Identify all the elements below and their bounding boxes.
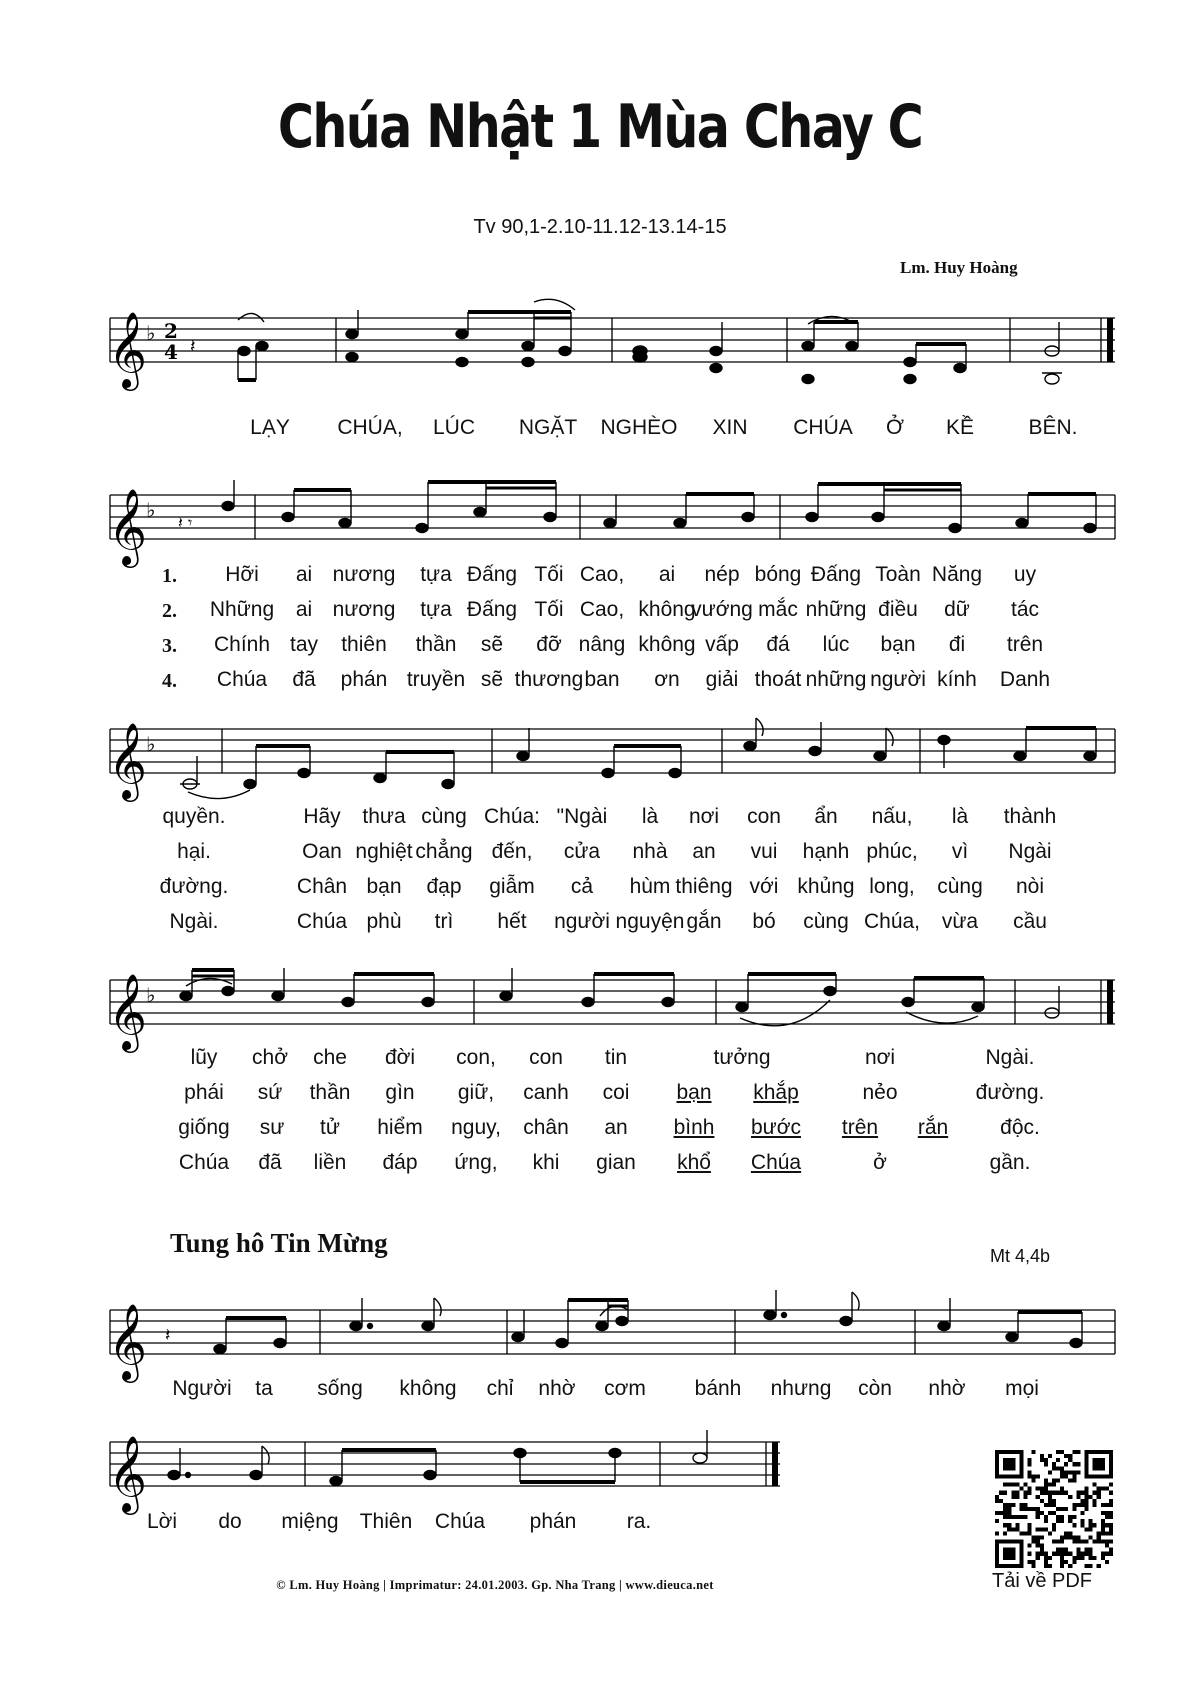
lyric: đã (292, 668, 316, 691)
lyric: khổ (677, 1151, 711, 1174)
lyric: nép (704, 563, 740, 586)
staff-acclamation-1 (0, 1290, 1200, 1380)
lyric: tử (320, 1116, 340, 1139)
verse-number: 2. (162, 600, 177, 622)
time-signature-bottom: 4 (164, 340, 178, 364)
lyric: ở (873, 1151, 887, 1174)
lyric: ban (584, 668, 620, 691)
lyric: chẳng (415, 840, 473, 863)
lyric: Chúa (216, 668, 268, 691)
lyric: Chúa: (483, 805, 541, 828)
lyric: lũy (190, 1046, 218, 1069)
lyric: nơi (688, 805, 720, 828)
footer-copyright: © Lm. Huy Hoàng | Imprimatur: 24.01.2003. Gp. Nha Trang | www.dieuca.net (276, 1578, 714, 1592)
svg-text:♭: ♭ (146, 732, 156, 756)
svg-text:𝄞: 𝄞 (108, 722, 148, 799)
lyric: thần (415, 633, 457, 656)
lyric: vừa (941, 910, 979, 933)
lyric: khi (532, 1151, 560, 1174)
lyric: nhờ (538, 1377, 576, 1400)
lyric: khủng (797, 875, 855, 898)
lyric: Đấng (810, 563, 862, 586)
lyric: sẽ (480, 633, 504, 656)
lyric: nương (332, 563, 396, 586)
lyric: Chúa, (863, 910, 921, 933)
lyric: nẻo (862, 1081, 898, 1104)
lyric: Danh (999, 668, 1051, 691)
lyric: Ngài. (169, 910, 219, 933)
lyric: liền (313, 1151, 347, 1174)
lyric: ai (295, 598, 313, 621)
lyric: đường. (975, 1081, 1045, 1104)
lyric: đạp (426, 875, 462, 898)
lyric: thành (1003, 805, 1057, 828)
lyric: Đấng (466, 598, 518, 621)
lyric: thoát (754, 668, 802, 691)
lyric: mọi (1005, 1377, 1039, 1400)
lyric: an (604, 1116, 628, 1139)
lyric: không (399, 1377, 457, 1400)
section-reference: Mt 4,4b (990, 1246, 1051, 1266)
lyric: hết (497, 910, 527, 933)
lyric: Năng (931, 563, 983, 586)
lyric: KỀ (945, 416, 975, 439)
lyric: trì (434, 910, 454, 933)
lyric: ai (658, 563, 676, 586)
lyric: tựa (420, 563, 452, 586)
verse-number: 4. (162, 670, 177, 692)
lyric: những (805, 668, 867, 691)
lyric: sẽ (480, 668, 504, 691)
lyric: đỡ (536, 633, 562, 656)
lyric: BÊN. (1028, 416, 1078, 439)
lyric: tác (1010, 598, 1040, 621)
lyric: Ở (885, 416, 905, 439)
lyric: dữ (944, 598, 970, 621)
lyric: ứng, (454, 1151, 498, 1174)
lyric: tin (604, 1046, 628, 1069)
lyric: thần (309, 1081, 351, 1104)
lyric: đáp (382, 1151, 418, 1174)
lyric: nguy, (451, 1116, 501, 1139)
lyric: là (641, 805, 659, 828)
lyric: CHÚA, (337, 416, 403, 439)
verse-number: 3. (162, 635, 177, 657)
section-title: Tung hô Tin Mừng (170, 1228, 388, 1258)
lyric: thiêng (675, 875, 733, 898)
lyric: nguyện (615, 910, 685, 933)
lyric: đá (766, 633, 790, 656)
lyric: Cao, (579, 598, 625, 621)
svg-text:𝄽 𝄾: 𝄽 𝄾 (178, 513, 193, 532)
lyric: nghiệt (355, 840, 413, 863)
lyric: sống (317, 1377, 363, 1400)
svg-text:♭: ♭ (146, 498, 156, 522)
svg-text:♭: ♭ (146, 321, 156, 345)
lyric: coi (602, 1081, 630, 1104)
lyric: Hỡi (225, 563, 259, 586)
lyric: tưởng (713, 1046, 771, 1069)
lyric: nương (332, 598, 396, 621)
lyric: hiểm (377, 1116, 423, 1139)
lyric: "Ngài (556, 805, 608, 828)
lyric: ai (295, 563, 313, 586)
lyric: Chân (296, 875, 348, 898)
lyric: Chính (213, 633, 271, 656)
lyric: ơn (654, 668, 680, 691)
lyric: vui (750, 840, 778, 863)
lyric: nòi (1015, 875, 1045, 898)
lyric: truyền (406, 668, 466, 691)
lyric: giữ, (457, 1081, 495, 1104)
lyric: ẩn (814, 805, 838, 828)
lyric: miệng (281, 1510, 339, 1533)
lyric: còn (858, 1377, 892, 1400)
lyric: hại. (177, 840, 211, 863)
lyric: Thiên (359, 1510, 413, 1533)
lyric: giẫm (489, 875, 535, 898)
lyric: cùng (803, 910, 849, 933)
lyric: ta (255, 1377, 273, 1400)
lyric: ra. (626, 1510, 652, 1533)
psalm-reference: Tv 90,1-2.10-11.12-13.14-15 (473, 216, 727, 238)
lyric: là (951, 805, 969, 828)
lyric: che (313, 1046, 347, 1069)
lyric: trên (1006, 633, 1044, 656)
lyric: Chúa (434, 1510, 486, 1533)
svg-text:𝄞: 𝄞 (108, 1435, 148, 1512)
lyric: đi (948, 633, 966, 656)
lyric: phán (529, 1510, 577, 1533)
composer: Lm. Huy Hoàng (900, 258, 1018, 277)
qr-download-link[interactable]: Tải về PDF (992, 1570, 1093, 1592)
lyric: Những (209, 598, 275, 621)
lyric: cùng (421, 805, 467, 828)
svg-text:𝄞: 𝄞 (108, 1303, 148, 1380)
lyric: kính (937, 668, 977, 691)
lyric: bóng (754, 563, 802, 586)
lyric: cầu (1013, 910, 1047, 933)
lyric: bó (752, 910, 776, 933)
lyric: sư (259, 1116, 285, 1139)
lyric: người (554, 910, 610, 933)
lyric: thưa (362, 805, 406, 828)
lyric: Ngài. (985, 1046, 1035, 1069)
lyric: Chúa (296, 910, 348, 933)
lyric: nơi (864, 1046, 896, 1069)
lyric: vấp (705, 633, 739, 656)
lyric: trên (841, 1116, 879, 1139)
lyric: Chúa (750, 1151, 802, 1174)
lyric: lúc (822, 633, 850, 656)
lyric: nấu, (871, 805, 913, 828)
lyric: quyền. (162, 805, 226, 828)
qr-code[interactable] (995, 1450, 1113, 1568)
lyric: Toàn (875, 563, 921, 586)
lyric: chỉ (486, 1377, 514, 1400)
lyric: cả (570, 875, 594, 898)
lyric: gần. (989, 1151, 1031, 1174)
lyric: Người (172, 1377, 232, 1400)
lyric: Cao, (579, 563, 625, 586)
lyric: vì (951, 840, 969, 863)
svg-text:𝄞: 𝄞 (108, 488, 148, 565)
lyric: thiên (341, 633, 387, 656)
lyric: giống (178, 1116, 230, 1139)
lyric: phái (184, 1081, 224, 1104)
lyric: LÚC (432, 416, 476, 439)
time-signature-top: 2 (164, 319, 178, 343)
lyric: độc. (1000, 1116, 1040, 1139)
staff-refrain (0, 295, 1200, 405)
lyric: do (218, 1510, 242, 1533)
lyric: tựa (420, 598, 452, 621)
lyric: gắn (686, 910, 722, 933)
lyric: Chúa (178, 1151, 230, 1174)
lyric: không (638, 598, 696, 621)
lyric: đời (384, 1046, 416, 1069)
lyric: cơm (604, 1377, 646, 1400)
lyric: nhưng (770, 1377, 832, 1400)
lyric: con (747, 805, 781, 828)
lyric: phán (340, 668, 388, 691)
lyric: Lời (146, 1510, 178, 1533)
lyric: cùng (937, 875, 983, 898)
staff-verse-1 (0, 470, 1200, 565)
lyric: bạn (880, 633, 916, 656)
svg-text:𝄞: 𝄞 (108, 311, 148, 388)
lyric: điều (878, 598, 918, 621)
svg-text:𝄽: 𝄽 (190, 336, 196, 357)
lyric: canh (523, 1081, 569, 1104)
lyric: thương (514, 668, 584, 691)
lyric: bạn (676, 1081, 712, 1104)
svg-text:♭: ♭ (146, 983, 156, 1007)
lyric: LẠY (250, 416, 290, 439)
lyric: bánh (694, 1377, 742, 1400)
lyric: Oan (302, 840, 342, 863)
lyric: gian (596, 1151, 636, 1174)
lyric: Tối (534, 563, 564, 586)
lyric: bạn (366, 875, 402, 898)
lyric: bước (750, 1116, 802, 1139)
lyric: gìn (385, 1081, 415, 1104)
lyric: CHÚA (793, 416, 853, 439)
lyric: phù (366, 910, 402, 933)
lyric: Đấng (466, 563, 518, 586)
lyric: nâng (578, 633, 626, 656)
lyric: con, (456, 1046, 496, 1069)
lyric: hùm (629, 875, 671, 898)
lyric: con (529, 1046, 563, 1069)
lyric: với (749, 875, 779, 898)
lyric: chở (252, 1046, 288, 1069)
lyric: an (692, 840, 716, 863)
svg-text:𝄽: 𝄽 (165, 1325, 171, 1346)
lyric: NGẶT (518, 416, 578, 439)
lyric: chân (523, 1116, 569, 1139)
staff-verse-2 (0, 705, 1200, 799)
lyric: đến, (491, 840, 533, 863)
lyric: không (638, 633, 696, 656)
lyric: bình (673, 1116, 715, 1139)
lyric: tay (289, 633, 319, 656)
lyric: khắp (753, 1081, 799, 1104)
lyric: XIN (712, 416, 748, 439)
lyric: long, (869, 875, 915, 898)
lyric: những (805, 598, 867, 621)
lyric: NGHÈO (600, 416, 678, 439)
lyric: Tối (534, 598, 564, 621)
lyric: uy (1013, 563, 1037, 586)
lyric: nhờ (928, 1377, 966, 1400)
lyric: đã (258, 1151, 282, 1174)
lyric: người (870, 668, 926, 691)
lyric: giải (705, 668, 739, 691)
lyric: rắn (917, 1116, 949, 1139)
lyric: hạnh (802, 840, 850, 863)
svg-text:𝄞: 𝄞 (108, 973, 148, 1050)
staff-verse-3 (0, 955, 1200, 1050)
lyric: cửa (563, 840, 601, 863)
lyric: đường. (159, 875, 229, 898)
page-title: Chúa Nhật 1 Mùa Chay C (277, 92, 923, 162)
lyric: mắc (758, 598, 798, 621)
lyric: nhà (632, 840, 668, 863)
lyric: phúc, (866, 840, 918, 863)
lyric: vướng (691, 598, 753, 621)
lyric: Ngài (1008, 840, 1052, 863)
lyric: sứ (257, 1081, 283, 1104)
lyric: Hãy (303, 805, 341, 828)
verse-number: 1. (162, 565, 177, 587)
